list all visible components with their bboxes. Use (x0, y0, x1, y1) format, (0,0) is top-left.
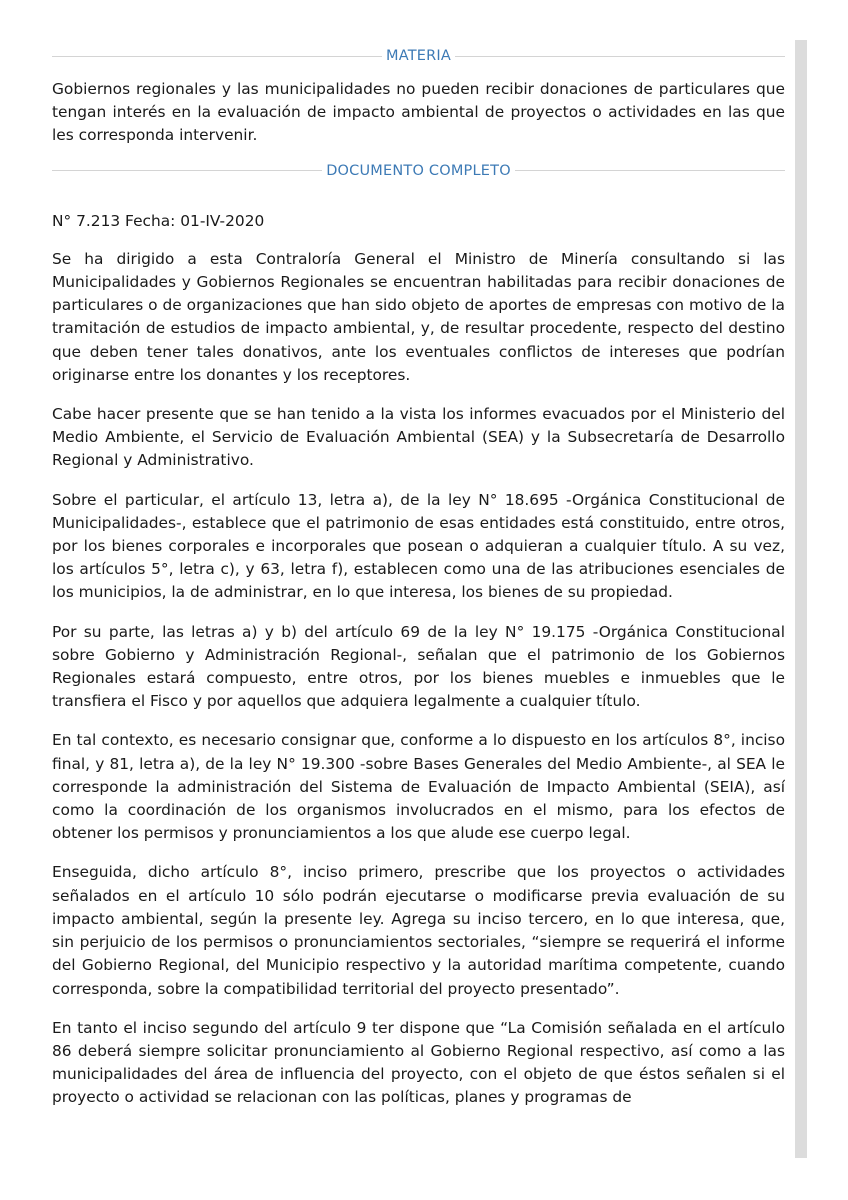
divider-line (52, 170, 322, 171)
body-paragraph-2: Cabe hacer presente que se han tenido a la vista los informes evacuados por el Ministerio del Medio Ambiente, el Servicio de Evaluación Ambiental (SEA) y la Subsecretaría de Desarrollo Regional y Administrativo. (52, 405, 785, 470)
divider-line (455, 56, 785, 57)
body-paragraph-5: En tal contexto, es necesario consignar que, conforme a lo dispuesto en los artículos 8°, inciso final, y 81, letra a), de la ley N° 19.300 -sobre Bases Generales del Medio Ambiente-, al SEA le corresponde la administración del Sistema de Evaluación de Impacto Ambiental (SEIA), así como la coordinación de los organismos involucrados en el mismo, para los efectos de obtener los permisos y pronunciamientos a los que alude ese cuerpo legal. (52, 731, 785, 843)
divider-line (52, 56, 382, 57)
vertical-scrollbar[interactable] (795, 40, 807, 1158)
body-paragraph-6: Enseguida, dicho artículo 8°, inciso primero, prescribe que los proyectos o actividades señalados en el artículo 10 sólo podrán ejecutarse o modificarse previa evaluación de su impacto ambiental, según la presente ley. Agrega su inciso tercero, en lo que interesa, que, sin perjuicio de los permisos o pronunciamientos sectoriales, “siempre se requerirá el informe del Gobierno Regional, del Municipio respectivo y la autoridad marítima competente, cuando corresponda, sobre la compatibilidad territorial del proyecto presentado”. (52, 863, 785, 998)
body-paragraph-3: Sobre el particular, el artículo 13, letra a), de la ley N° 18.695 -Orgánica Constitucional de Municipalidades-, establece que el patrimonio de esas entidades está constituido, entre otros, por los bienes corporales e incorporales que posean o adquieran a cualquier título. A su vez, los artículos 5°, letra c), y 63, letra f), establecen como una de las atribuciones esenciales de los municipios, la de administrar, en lo que interesa, los bienes de su propiedad. (52, 490, 785, 602)
document-number-date: N° 7.213 Fecha: 01-IV-2020 (52, 211, 265, 230)
body-paragraph-1: Se ha dirigido a esta Contraloría General el Ministro de Minería consultando si las Municipalidades y Gobiernos Regionales se encuentran habilitadas para recibir donaciones de particulares o de organizaciones que han sido objeto de aportes de empresas con motivo de la tramitación de estudios de impacto ambiental, y, de resultar procedente, respecto del destino que deben tener tales donativos, ante los eventuales conflictos de intereses que podrían originarse entre los donantes y los receptores. (52, 249, 785, 384)
documento-section-header (52, 161, 785, 181)
materia-heading: MATERIA (386, 48, 451, 64)
divider-line (515, 170, 785, 171)
materia-summary: Gobiernos regionales y las municipalidades no pueden recibir donaciones de particulares que tengan interés en la evaluación de impacto ambiental de proyectos o actividades en las que les corresponda intervenir. (52, 80, 785, 145)
documento-completo-heading: DOCUMENTO COMPLETO (326, 162, 511, 179)
body-paragraph-7: En tanto el inciso segundo del artículo 9 ter dispone que “La Comisión señalada en el artículo 86 deberá siempre solicitar pronunciamiento al Gobierno Regional respectivo, así como a las municipalidades del área de influencia del proyecto, con el objeto de que éstos señalen si el proyecto o actividad se relacionan con las políticas, planes y programas de (52, 1018, 785, 1107)
body-paragraph-4: Por su parte, las letras a) y b) del artículo 69 de la ley N° 19.175 -Orgánica Constitucional sobre Gobierno y Administración Regional-, señalan que el patrimonio de los Gobiernos Regionales estará compuesto, entre otros, por los bienes muebles e inmuebles que le transfiera el Fisco y por aquellos que adquiera legalmente a cualquier título. (52, 622, 785, 711)
materia-section-header (52, 46, 785, 66)
document-page (52, 0, 785, 1158)
